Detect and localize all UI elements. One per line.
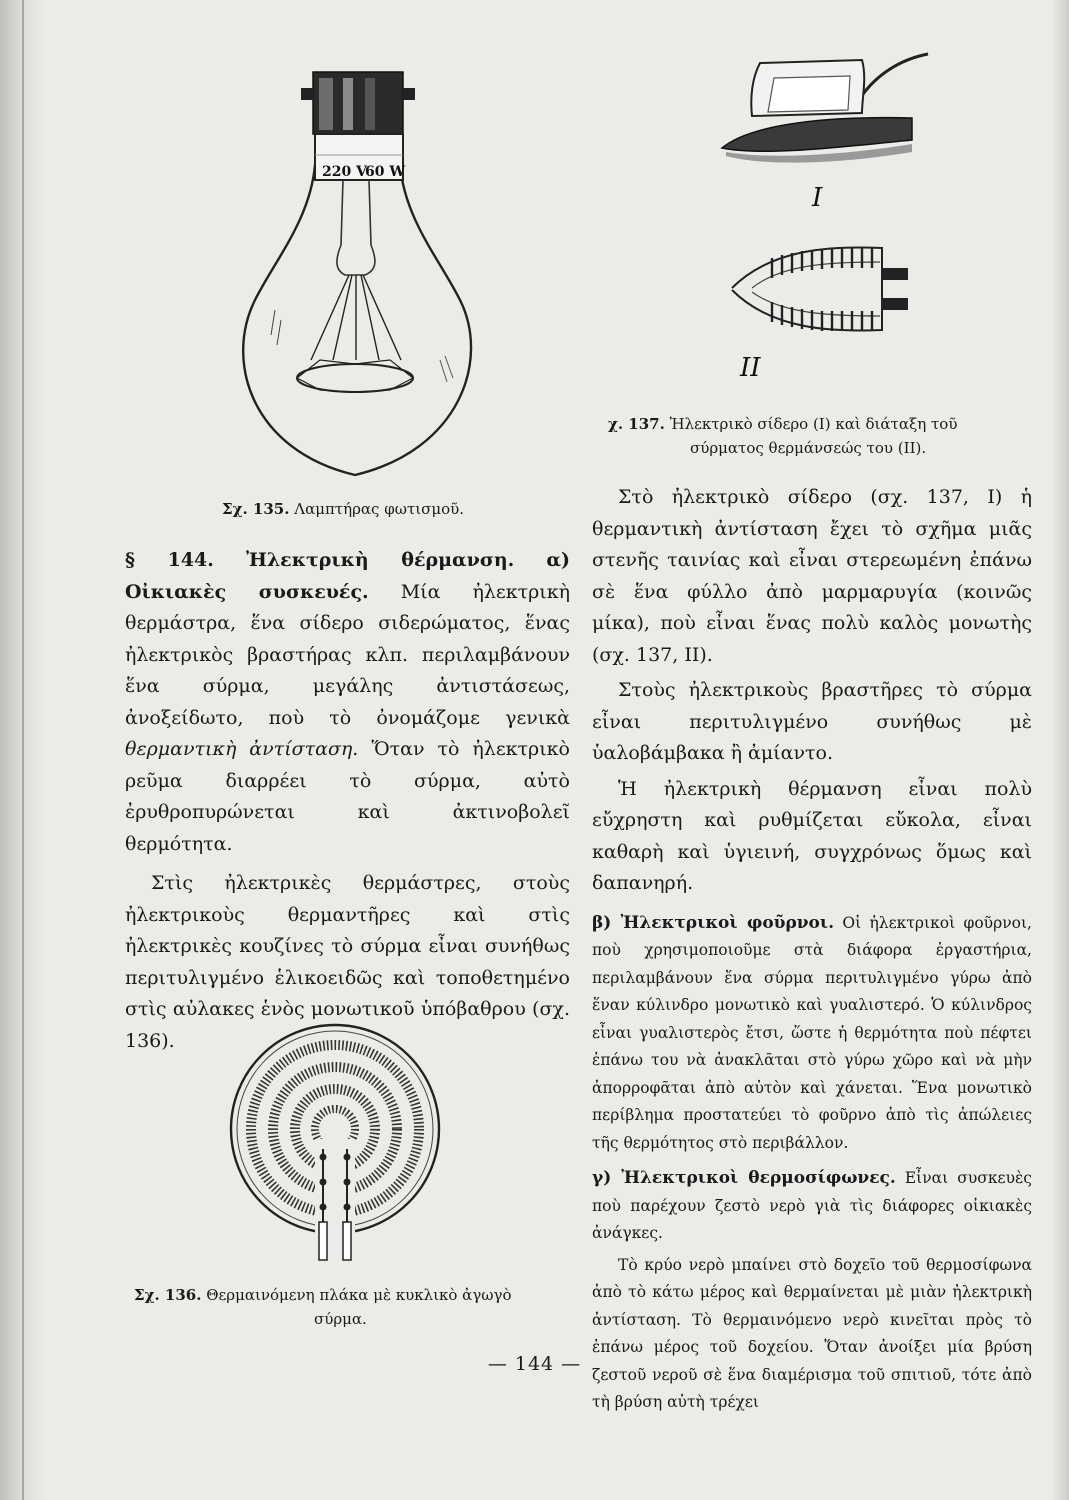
subsection-b-text: Οἱ ἠλεκτρικοὶ φοῦρνοι, ποὺ χρησιμοποιοῦμε στὰ διάφορα ἐργαστήρια, περιλαμβάνουν ἕνα σύρμα περιτυλιγμένο γύρω ἀπὸ ἕναν κύλινδρο μονωτικὸ καὶ γυαλιστερό. Ὁ κύλινδρος εἶναι γυαλιστερὸς ἔτσι, ὥστε ἡ θερμότητα ποὺ πέφτει ἐπάνω του νὰ ἀνακλᾶται στὸ γύρω χῶρο καὶ νὰ μὴν ἀπορροφᾶται ἀπὸ αὐτὸν καὶ χάνεται. Ἕνα μονωτικὸ περίβλημα προστατεύει τὸ φοῦρνο ἀπὸ τὶς ἀπώλειες τῆς θερμότητος στὸ περιβάλλον. <box>592 913 1032 1152</box>
iron-cord <box>857 54 928 103</box>
section-144-paragraph-2: Στὶς ἠλεκτρικὲς θερμάστρες, στοὺς ἠλεκτρικοὺς θερμαντῆρες καὶ στὶς ἠλεκτρικὲς κουζίνες τὸ σύρμα εἶναι συνήθως περιτυλιγμένο ἑλικοειδῶς καὶ τοποθετημένο στὶς αὐλακες ἑνὸς μονωτικοῦ ὑπόβαθρου (σχ. 136). <box>125 872 570 1052</box>
page-number: — 144 — <box>487 1353 582 1375</box>
bulb-filament-ring <box>297 364 413 392</box>
figure-136-heating-plate <box>215 1017 455 1277</box>
figure-137-text-line1: Ἠλεκτρικὸ σίδερο (I) καὶ διάταξη τοῦ <box>669 415 958 433</box>
section-number: § 144. <box>125 549 214 571</box>
heating-element-ribbon <box>732 247 908 331</box>
bulb-filament-support <box>311 275 401 360</box>
section-title: Ἠλεκτρικὴ θέρμανση. <box>245 549 515 571</box>
right-paragraph-1: Στὸ ἠλεκτρικὸ σίδερο (σχ. 137, I) ἡ θερμαντικὴ ἀντίσταση ἔχει τὸ σχῆμα μιᾶς στενῆς ταινίας καὶ εἶναι στερεωμένη ἐπάνω σὲ ἕνα φύλλο ἀπὸ μαρμαρυγία (κοινῶς μίκα), ποὺ εἶναι ἕνας πολὺ καλὸς μονωτὴς (σχ. 137, II). <box>592 486 1032 666</box>
right-last-paragraph: Τὸ κρύο νερὸ μπαίνει στὸ δοχεῖο τοῦ θερμοσίφωνα ἀπὸ τὸ κάτω μέρος καὶ θερμαίνεται μὲ μιὰν ἠλεκτρικὴ ἀντίσταση. Τὸ θερμαινόμενο νερὸ κινεῖται πρὸς τὸ ἐπάνω μέρος τοῦ δοχείου. Ὅταν ἀνοίξει μία βρύση ζεστοῦ νεροῦ σὲ ἕνα διαμέρισμα τοῦ σπιτιοῦ, τότε ἀπὸ τὴ βρύση αὐτὴ τρέχει <box>592 1255 1032 1411</box>
section-144-text <box>125 545 570 1057</box>
plate-terminal-left <box>319 1222 327 1260</box>
page-edge-shadow <box>1051 0 1069 1500</box>
paragraph-1-body: Μία ἠλεκτρικὴ θερμάστρα, ἕνα σίδερο σιδερώματος, ἕνας ἠλεκτρικὸς βραστήρας κλπ. περιλαμβάνουν ἕνα σύρμα, μεγάλης ἀντιστάσεως, ἀνοξείδωτο, ποὺ τὸ ὀνομάζομε γενικὰ <box>125 580 570 729</box>
right-column-text <box>592 482 1032 1417</box>
bulb-wattage-label: 60 W <box>365 164 406 180</box>
subsection-g-text: Εἶναι συσκευὲς ποὺ παρέχουν ζεστὸ νερὸ γιὰ τὶς διάφορες οἰκιακὲς ἀνάγκες. <box>592 1169 1032 1242</box>
right-paragraph-3: Ἡ ἠλεκτρικὴ θέρμανση εἶναι πολὺ εὔχρηστη καὶ ρυθμίζεται εὔκολα, εἶναι καθαρὴ καὶ ὑγιεινή, συγχρόνως ὅμως καὶ δαπανηρή. <box>592 777 1032 894</box>
subsection-b-title: β) Ἠλεκτρικοὶ φοῦρνοι. <box>592 912 835 933</box>
figure-135-number: Σχ. 135. <box>222 500 290 518</box>
label-i: I <box>812 183 823 213</box>
figure-136-text-line2: σύρμα. <box>314 1310 367 1328</box>
plate-terminal-right <box>343 1222 351 1260</box>
figure-137-iron <box>712 48 942 378</box>
spine-crease <box>22 0 24 1500</box>
figure-137-number: χ. 137. <box>608 415 665 433</box>
subsection-g-title: γ) Ἠλεκτρικοὶ θερμοσίφωνες. <box>592 1168 896 1188</box>
figure-136-text-line1: Θερμαινόμενη πλάκα μὲ κυκλικὸ ἀγωγὸ <box>206 1286 512 1304</box>
figure-137-text-line2: σύρματος θερμάνσεώς του (II). <box>690 439 927 457</box>
iron-soleplate <box>722 118 912 152</box>
figure-137-caption <box>608 412 1038 460</box>
subsection-g <box>592 1165 1032 1248</box>
figure-135-text: Λαμπτήρας φωτισμοῦ. <box>294 500 465 518</box>
figure-135-caption <box>222 497 464 521</box>
figure-135-light-bulb <box>215 60 505 490</box>
bulb-stem <box>337 180 375 275</box>
paragraph-1-end: Ὅταν τὸ ἠλεκτρικὸ ρεῦμα διαρρέει τὸ σύρμα, αὐτὸ ἐρυθροπυρώνεται καὶ ἀκτινοβολεῖ θερμότητα. <box>125 738 570 855</box>
bulb-glass-outline <box>243 165 471 475</box>
right-paragraph-2: Στοὺς ἠλεκτρικοὺς βραστῆρες τὸ σύρμα εἶναι περιτυλιγμένο συνήθως μὲ ὑαλοβάμβακα ἢ ἀμίαντο. <box>592 679 1032 764</box>
subsection-a-title: α) Οἰκιακὲς συσκευές. <box>125 549 570 603</box>
term-heating-resistance: θερμαντικὴ ἀντίσταση. <box>125 738 359 760</box>
section-144-paragraph-1 <box>125 545 570 860</box>
subsection-b <box>592 910 1032 1158</box>
figure-136-caption <box>134 1283 574 1331</box>
label-ii: II <box>740 353 761 378</box>
figure-136-number: Σχ. 136. <box>134 1286 202 1304</box>
bulb-voltage-label: 220 V <box>322 164 367 180</box>
